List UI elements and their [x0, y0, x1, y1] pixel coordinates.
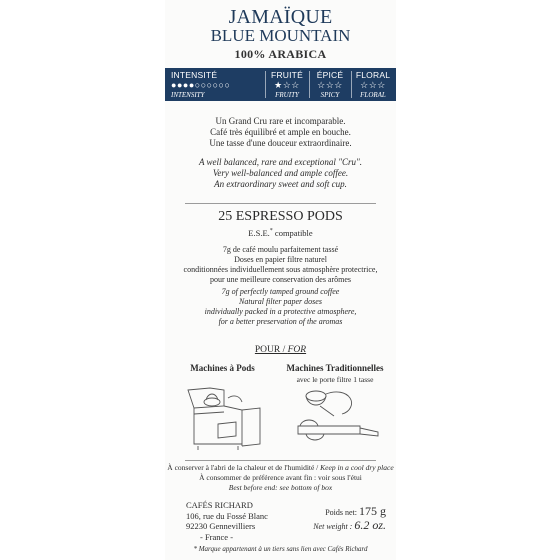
- trademark-footnote: * Marque appartenant à un tiers sans lien avec Cafés Richard: [193, 545, 368, 553]
- intensity-label: INTENSITÉ: [171, 70, 218, 80]
- pods-en-line: 7g of perfectly tamped ground coffee: [221, 287, 340, 296]
- machine-trad-sublabel: avec le porte filtre 1 tasse: [296, 375, 374, 384]
- product-name: JAMAÏQUE: [228, 6, 333, 28]
- traditional-machine-illustration: [290, 388, 380, 448]
- intensity-label-en: INTENSITY: [171, 91, 205, 99]
- pour-label: POUR /: [254, 345, 288, 355]
- floral-block: [353, 70, 393, 99]
- rating-empty-icon: ☆: [334, 80, 343, 90]
- ese-compatible: [165, 226, 396, 239]
- description-fr-line: Un Grand Cru rare et incomparable.: [215, 116, 346, 126]
- fruity-label: FRUITÉ: [271, 70, 303, 80]
- floral-stars: [353, 80, 393, 91]
- rating-empty-icon: ☆: [368, 80, 378, 90]
- ese-label: E.S.E.: [248, 227, 270, 238]
- description-en-line: An extraordinary sweet and soft cup.: [214, 179, 347, 189]
- rating-empty-icon: ○: [200, 80, 207, 90]
- rating-filled-icon: ●: [182, 80, 189, 90]
- rating-filled-icon: ●: [176, 80, 183, 90]
- description-en-line: A well balanced, rare and exceptional "Cru".: [198, 157, 363, 167]
- band-divider: [351, 71, 352, 98]
- floral-label-en: FLORAL: [360, 91, 386, 99]
- pods-title: 25 ESPRESSO PODS: [218, 209, 343, 224]
- description-fr-line: Une tasse d'une douceur extraordinaire.: [209, 138, 352, 148]
- band-divider: [265, 71, 266, 98]
- pods-en-line: for a better preservation of the aromas: [218, 317, 343, 326]
- ese-mark: *: [269, 228, 273, 234]
- fruity-label-en: FRUITY: [275, 91, 299, 99]
- compatible-label: compatible: [274, 227, 313, 238]
- band-divider: [309, 71, 310, 98]
- net-weight-label-fr: Poids net:: [325, 508, 357, 517]
- pod-machine-illustration: [184, 384, 270, 454]
- pods-fr-line: pour une meilleure conservation des arômes: [209, 275, 352, 284]
- rating-empty-icon: ○: [212, 80, 219, 90]
- pods-fr-line: Doses en papier filtre naturel: [234, 255, 327, 264]
- company-country: - France -: [200, 531, 234, 542]
- net-weight-label-en: Net weight :: [313, 522, 353, 531]
- storage-line-fr: À conserver à l'abri de la chaleur et de l'humidité /: [167, 463, 321, 472]
- description-en: [165, 157, 396, 190]
- best-before-en: Best before end: see bottom of box: [228, 483, 333, 492]
- description-fr: [165, 116, 396, 149]
- pods-fr-line: conditionnées individuellement sous atmosphère protectrice,: [183, 265, 378, 274]
- pods-fr-line: 7g de café moulu parfaitement tassé: [222, 245, 339, 254]
- rating-empty-icon: ○: [218, 80, 225, 90]
- divider-rule: [185, 203, 376, 204]
- intensity-dots: [171, 80, 255, 91]
- net-weight-value-fr: 175 g: [359, 504, 386, 518]
- rating-empty-icon: ☆: [291, 80, 300, 90]
- intensity-block: [171, 70, 255, 99]
- net-weight: [300, 505, 386, 533]
- rating-empty-icon: ☆: [282, 80, 292, 90]
- net-weight-value-en: 6.2 oz.: [354, 518, 386, 532]
- taste-profile-band: [165, 68, 396, 101]
- company-address: [186, 500, 268, 542]
- divider-rule: [185, 460, 376, 461]
- pour-for-heading: [165, 345, 396, 356]
- rating-empty-icon: ☆: [325, 80, 335, 90]
- storage-info: [165, 463, 396, 493]
- product-subname: BLUE MOUNTAIN: [210, 26, 351, 45]
- pods-en-line: Natural filter paper doses: [239, 297, 322, 306]
- pods-desc-fr: [165, 245, 396, 285]
- rating-filled-icon: ●: [171, 80, 177, 90]
- best-before-fr: À consommer de préférence avant fin : voir sous l'étui: [199, 473, 362, 482]
- spicy-block: [311, 70, 349, 99]
- rating-filled-icon: ★: [274, 80, 283, 90]
- fruity-block: [267, 70, 307, 99]
- product-arabica: 100% ARABICA: [234, 47, 327, 61]
- rating-empty-icon: ☆: [317, 80, 326, 90]
- rating-empty-icon: ☆: [377, 80, 386, 90]
- rating-empty-icon: ○: [224, 80, 231, 90]
- rating-filled-icon: ●: [188, 80, 195, 90]
- fruity-stars: [267, 80, 307, 91]
- company-address-line: 92230 Gennevilliers: [186, 521, 256, 531]
- rating-empty-icon: ☆: [360, 80, 369, 90]
- machine-pods-label: Machines à Pods: [190, 363, 255, 373]
- spicy-label-en: SPICY: [320, 91, 340, 99]
- rating-empty-icon: ○: [206, 80, 213, 90]
- spicy-stars: [311, 80, 349, 91]
- rating-empty-icon: ○: [194, 80, 201, 90]
- pods-desc-en: [165, 287, 396, 327]
- company-address-line: 106, rue du Fossé Blanc: [186, 510, 268, 521]
- floral-label: FLORAL: [355, 70, 391, 80]
- pods-en-line: individually packed in a protective atmosphere,: [204, 307, 357, 316]
- description-en-line: Very well-balanced and ample coffee.: [212, 168, 349, 178]
- storage-line-en: Keep in a cool dry place: [320, 463, 394, 472]
- machine-trad-label: Machines Traditionnelles: [286, 363, 384, 373]
- description-fr-line: Café très équilibré et ample en bouche.: [210, 127, 351, 137]
- company-name: CAFÉS RICHARD: [186, 500, 253, 510]
- for-label: FOR: [287, 345, 307, 355]
- spicy-label: ÉPICÉ: [316, 70, 344, 80]
